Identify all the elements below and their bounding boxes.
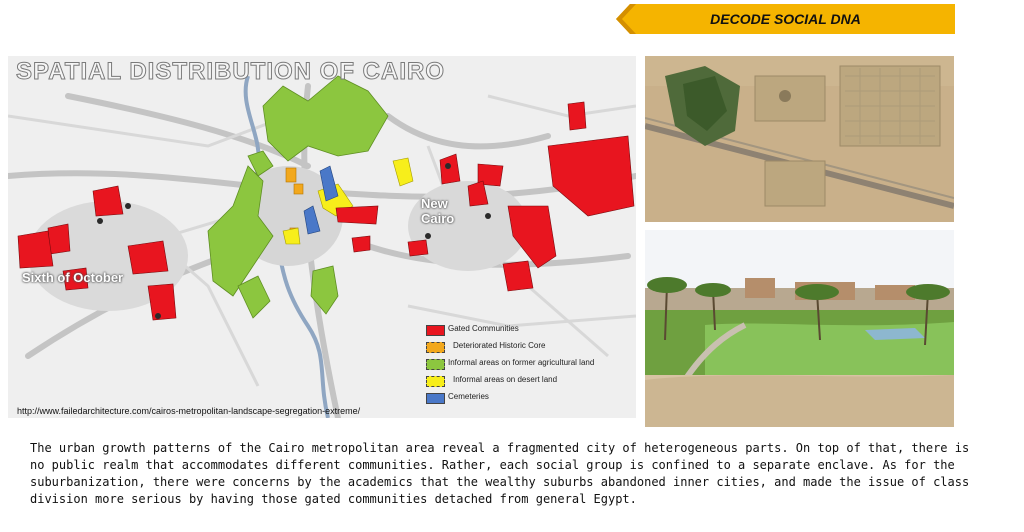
satellite-photo-icon — [645, 56, 954, 222]
legend-label: Informal areas on desert land — [453, 375, 558, 384]
map-title: SPATIAL DISTRIBUTION OF CAIRO — [16, 58, 445, 85]
legend-swatch-desert — [426, 376, 445, 387]
legend-label: Cemeteries — [448, 392, 489, 401]
legend-swatch-cemeteries — [426, 393, 445, 404]
label-sixth-of-october: Sixth of October — [22, 270, 124, 285]
cairo-map — [8, 56, 636, 418]
legend-swatch-agricultural — [426, 359, 445, 370]
aerial-satellite-photo — [645, 56, 954, 222]
description-paragraph: The urban growth patterns of the Cairo metropolitan area reveal a fragmented city of heterogeneous parts. On top of that, there is no public realm that accommodates different communities. Rather, each social group is confined to a separate enclave. As for the suburbanization, there were concerns by the academics that the wealthy suburbs abandoned inner cities, and made the issue of class division more serious by having those gated communities detached from general Egypt. — [30, 441, 970, 506]
label-new-cairo: New Cairo — [421, 196, 455, 226]
legend-swatch-historic-core — [426, 342, 445, 353]
source-url[interactable]: http://www.failedarchitecture.com/cairos-metropolitan-landscape-segregation-extreme/ — [17, 406, 361, 416]
legend-label: Informal areas on former agricultural land — [448, 358, 595, 367]
section-banner — [616, 4, 955, 34]
banner-title: DECODE SOCIAL DNA — [710, 11, 861, 27]
legend-label: Gated Communities — [448, 324, 519, 333]
golf-course-photo — [645, 230, 954, 427]
legend-swatch-gated — [426, 325, 445, 336]
landscape-photo-icon — [645, 230, 954, 427]
legend-label: Deteriorated Historic Core — [453, 341, 546, 350]
